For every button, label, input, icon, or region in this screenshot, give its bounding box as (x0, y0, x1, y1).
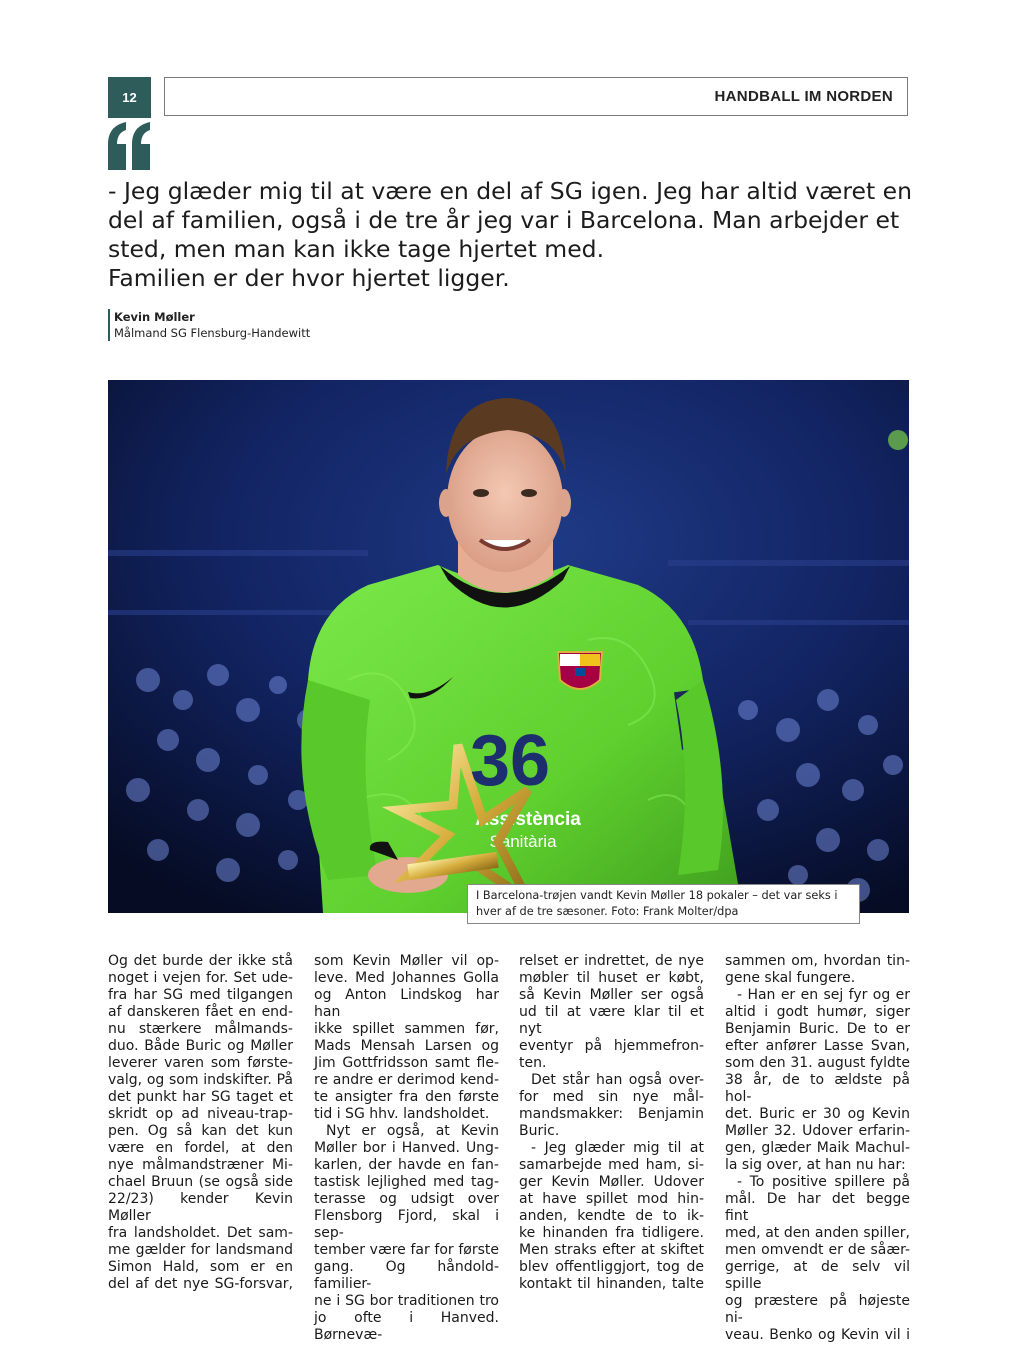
text-line: Simon Hald, som er en (108, 1259, 293, 1275)
pull-quote-line: Familien er der hvor hjertet ligger. (108, 264, 510, 292)
text-line: Buric. (519, 1123, 560, 1139)
text-line: Men straks efter at skiftet (519, 1242, 704, 1258)
text-line: tember være far for første (314, 1242, 499, 1258)
text-line: chael Bruun (se også side (108, 1174, 293, 1190)
text-line: gang. Og håndold-familier- (314, 1259, 499, 1292)
section-header (164, 77, 908, 116)
text-line: terasse og udsigt over (314, 1191, 499, 1207)
text-line: nye målmandstræner Mi- (108, 1157, 293, 1173)
text-line: karlen, der havde en fan- (314, 1157, 499, 1173)
article-column-3 (519, 953, 704, 1293)
text-line: skridt op ad niveau-trap- (108, 1106, 293, 1122)
text-line: anden, kendte de to ik- (519, 1208, 704, 1224)
text-line: - Han er en sej fyr og er (737, 987, 910, 1003)
caption-line: I Barcelona-trøjen vandt Kevin Møller 18 pokaler – det var seks i (476, 889, 838, 902)
text-line: mål. De har det begge fint (725, 1191, 910, 1224)
text-line: gen, glæder Maik Machul- (725, 1140, 910, 1156)
text-line: af danskeren fået en end- (108, 1004, 293, 1020)
text-line: altid i godt humør, siger (725, 1004, 910, 1020)
text-line: re andre er derimod kend- (314, 1072, 499, 1088)
pull-quote-line: del af familien, også i de tre år jeg var i Barcelona. Man arbejder et (108, 206, 900, 234)
text-line: men omvendt er de såær- (725, 1242, 910, 1258)
article-column-2 (314, 953, 499, 1344)
paragraph (314, 953, 499, 1344)
club-crest-icon (558, 652, 602, 689)
text-line: det. Buric er 30 og Kevin (725, 1106, 910, 1122)
paragraph (108, 953, 293, 1293)
text-line: med, at den anden spiller, (725, 1225, 910, 1241)
text-line: Flensborg Fjord, skal i sep- (314, 1208, 499, 1241)
text-line: Jim Gottfridsson samt fle- (314, 1055, 499, 1071)
jersey-number: 36 (469, 721, 551, 801)
text-line: te ansigter fra den første (314, 1089, 499, 1105)
text-line: la sig over, at han nu har: (725, 1157, 906, 1173)
pull-quote-line: sted, men man kan ikke tage hjertet med. (108, 235, 605, 263)
text-line: som Kevin Møller vil op- (314, 953, 499, 969)
text-line: Mads Mensah Larsen og (314, 1038, 499, 1054)
text-line: nu stærkere målmands- (108, 1021, 293, 1037)
paragraph (519, 953, 704, 1293)
text-line: det punkt har SG taget et (108, 1089, 293, 1105)
text-line: ger Kevin Møller. Udover (519, 1174, 704, 1190)
text-line: pen. Og så kan det kun (108, 1123, 293, 1139)
text-line: duo. Både Buric og Møller (108, 1038, 293, 1054)
text-line: leve. Med Johannes Golla (314, 970, 499, 986)
quote-mark-icon (106, 122, 152, 170)
text-line: mandsmakker: Benjamin (519, 1106, 704, 1122)
text-line: ud til at være klar til et nyt (519, 1004, 704, 1037)
text-line: me gælder for landsmand (108, 1242, 293, 1258)
quote-attribution (108, 309, 310, 341)
text-line: eventyr på hjemmefron- (519, 1038, 704, 1054)
text-line: og Anton Lindskog har han (314, 987, 499, 1020)
text-line: Møller 32. Udover erfarin- (725, 1123, 910, 1139)
text-line: samarbejde med ham, si- (519, 1157, 704, 1173)
text-line: Møller bor i Hanved. Ung- (314, 1140, 499, 1156)
text-line: blev offentliggjort, tog de (519, 1259, 704, 1275)
jersey-sponsor-line1: Assistència (475, 809, 581, 830)
text-line: gerrige, at de selv vil spille (725, 1259, 910, 1292)
article-column-4 (725, 953, 910, 1344)
author-name: Kevin Møller (114, 310, 195, 324)
text-line: ikke spillet sammen før, (314, 1021, 499, 1037)
text-line: - Jeg glæder mig til at (531, 1140, 704, 1156)
text-line: møbler til huset er købt, (519, 970, 704, 986)
text-line: så Kevin Møller ser også (519, 987, 704, 1003)
text-line: 22/23) kender Kevin Møller (108, 1191, 293, 1224)
text-line: fra har SG med tilgangen (108, 987, 293, 1003)
text-line: kontakt til hinanden, talte (519, 1276, 704, 1292)
text-line: veau. Benko og Kevin vil i (725, 1327, 910, 1343)
text-line: Det står han også over- (531, 1072, 704, 1088)
jersey-sponsor-line2: Sanitària (489, 832, 557, 851)
text-line: og præstere på højeste ni- (725, 1293, 910, 1326)
author-role: Målmand SG Flensburg-Handewitt (114, 326, 311, 340)
page-number: 12 (108, 77, 151, 118)
text-line: være en fordel, at den (108, 1140, 293, 1156)
text-line: fra landsholdet. Det sam- (108, 1225, 293, 1241)
text-line: gene skal fungere. (725, 970, 856, 986)
text-line: at have spillet mod hin- (519, 1191, 704, 1207)
text-line: ten. (519, 1055, 547, 1071)
photo-caption (467, 884, 860, 924)
text-line: noget i vejen for. Set ude- (108, 970, 293, 986)
text-line: som den 31. august fyldte (725, 1055, 910, 1071)
photo-illustration (108, 380, 909, 913)
text-line: Benjamin Buric. De to er (725, 1021, 910, 1037)
text-line: ke hinanden fra tidligere. (519, 1225, 704, 1241)
pull-quote-line: - Jeg glæder mig til at være en del af SG igen. Jeg har altid været en (108, 177, 913, 205)
text-line: ne i SG bor traditionen tro (314, 1293, 499, 1309)
paragraph (725, 953, 910, 1344)
text-line: 38 år, de to ældste på hol- (725, 1072, 910, 1105)
article-column-1 (108, 953, 293, 1293)
caption-line: hver af de tre sæsoner. Foto: Frank Molter/dpa (476, 905, 739, 918)
text-line: Og det burde der ikke stå (108, 953, 293, 969)
pull-quote (108, 177, 913, 293)
text-line: Nyt er også, at Kevin (326, 1123, 499, 1139)
text-line: tid i SG hhv. landsholdet. (314, 1106, 490, 1122)
text-line: jo ofte i Hanved. Børnevæ- (314, 1310, 499, 1343)
text-line: del af det nye SG-forsvar, (108, 1276, 293, 1292)
text-line: tastisk lejlighed med tag- (314, 1174, 499, 1190)
text-line: leverer varen som første- (108, 1055, 293, 1071)
article-photo (108, 380, 909, 913)
text-line: relset er indrettet, de nye (519, 953, 704, 969)
section-title: HANDBALL IM NORDEN (714, 88, 893, 105)
text-line: - To positive spillere på (737, 1174, 910, 1190)
text-line: efter anfører Lasse Svan, (725, 1038, 910, 1054)
text-line: valg, og som indskifter. På (108, 1072, 293, 1088)
text-line: for med sin nye mål- (519, 1089, 704, 1105)
text-line: sammen om, hvordan tin- (725, 953, 910, 969)
